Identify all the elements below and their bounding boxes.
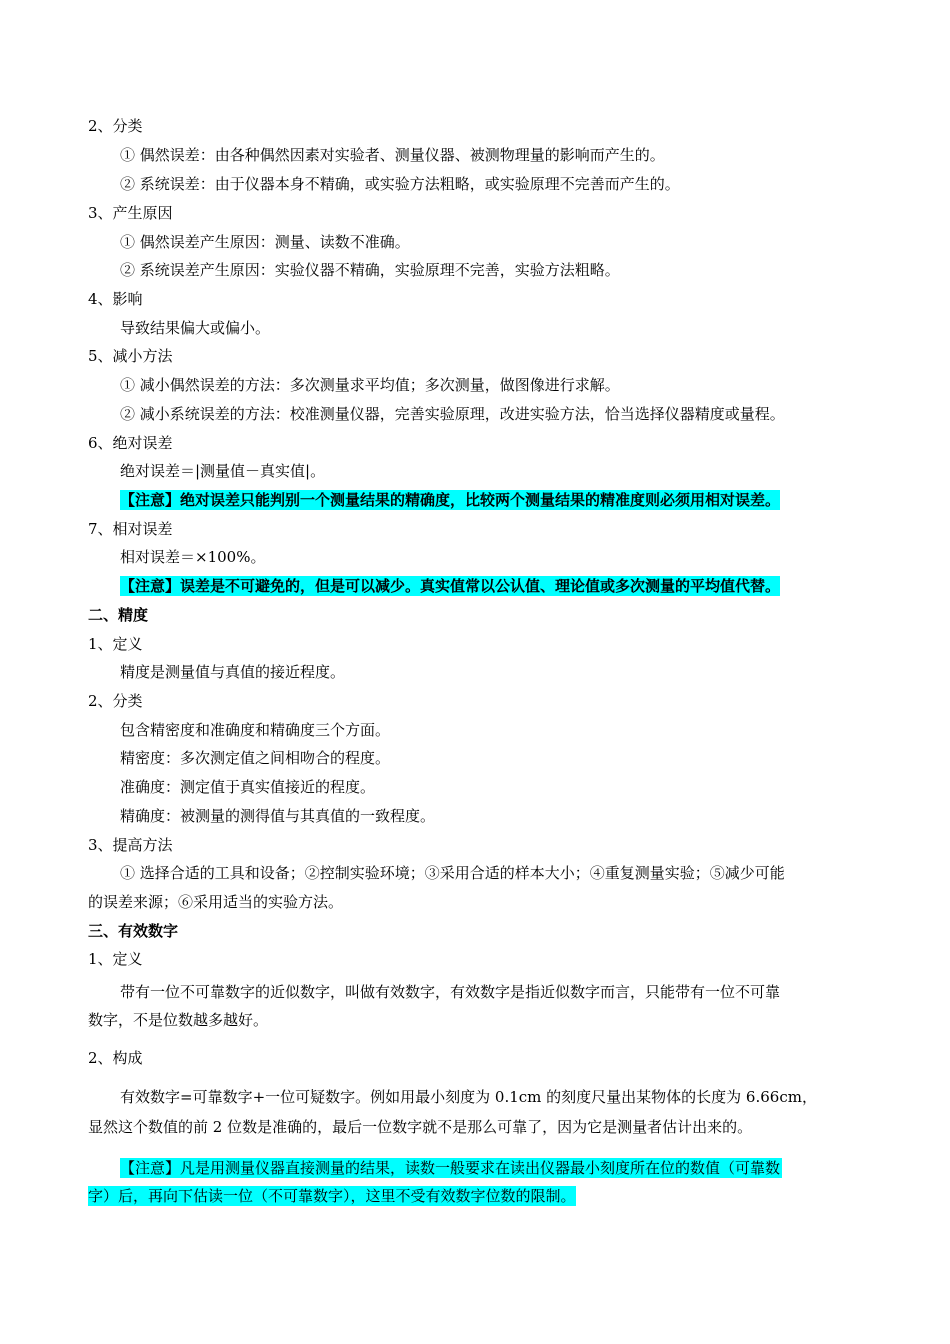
formula-absolute-error: 绝对误差＝|测量值－真实值|。 xyxy=(120,462,326,480)
paragraph: 精确度：被测量的测得值与其真值的一致程度。 xyxy=(120,807,436,825)
paragraph: 带有一位不可靠数字的近似数字，叫做有效数字，有效数字是指近似数字而言，只能带有一位不可靠 xyxy=(120,983,781,1001)
paragraph: 显然这个数值的前 2 位数是准确的，最后一位数字就不是那么可靠了，因为它是测量者估计出来的。 xyxy=(88,1118,753,1136)
heading-influence: 4、影响 xyxy=(88,290,143,308)
note-highlight: 【注意】绝对误差只能判别一个测量结果的精确度，比较两个测量结果的精准度则必须用相对误差。 xyxy=(120,491,781,509)
paragraph: 数字，不是位数越多越好。 xyxy=(88,1011,269,1029)
paragraph: 包含精密度和准确度和精确度三个方面。 xyxy=(120,721,391,739)
formula-relative-error: 相对误差＝×100%。 xyxy=(120,548,266,566)
note-highlight: 【注意】凡是用测量仪器直接测量的结果，读数一般要求在读出仪器最小刻度所在位的数值（可靠数 xyxy=(120,1159,781,1177)
paragraph: ② 减小系统误差的方法：校准测量仪器，完善实验原理，改进实验方法，恰当选择仪器精度或量程。 xyxy=(120,405,785,423)
paragraph: 导致结果偏大或偏小。 xyxy=(120,319,271,337)
paragraph: 有效数字=可靠数字+一位可疑数字。例如用最小刻度为 0.1cm 的刻度尺量出某物体的长度为 6.66cm， xyxy=(120,1088,817,1106)
heading-relative-error: 7、相对误差 xyxy=(88,520,173,538)
heading-classification: 2、分类 xyxy=(88,117,143,135)
paragraph: 的误差来源；⑥采用适当的实验方法。 xyxy=(88,893,344,911)
heading-improvement: 3、提高方法 xyxy=(88,836,173,854)
paragraph: 准确度：测定值于真实值接近的程度。 xyxy=(120,778,376,796)
heading-causes: 3、产生原因 xyxy=(88,204,173,222)
note-highlight: 【注意】误差是不可避免的，但是可以减少。真实值常以公认值、理论值或多次测量的平均值代替。 xyxy=(120,577,781,595)
section-title-significant-figures: 三、有效数字 xyxy=(88,922,179,940)
paragraph: ① 偶然误差产生原因：测量、读数不准确。 xyxy=(120,233,410,251)
heading-absolute-error: 6、绝对误差 xyxy=(88,434,173,452)
heading-definition: 1、定义 xyxy=(88,950,143,968)
heading-reduction-methods: 5、减小方法 xyxy=(88,347,173,365)
paragraph: ② 系统误差产生原因：实验仪器不精确，实验原理不完善，实验方法粗略。 xyxy=(120,261,620,279)
paragraph: ① 偶然误差：由各种偶然因素对实验者、测量仪器、被测物理量的影响而产生的。 xyxy=(120,146,665,164)
paragraph: 精密度：多次测定值之间相吻合的程度。 xyxy=(120,749,391,767)
heading-classification: 2、分类 xyxy=(88,692,143,710)
note-highlight: 字）后，再向下估读一位（不可靠数字），这里不受有效数字位数的限制。 xyxy=(88,1187,576,1205)
paragraph: 精度是测量值与真值的接近程度。 xyxy=(120,663,346,681)
section-title-precision: 二、精度 xyxy=(88,606,149,624)
heading-definition: 1、定义 xyxy=(88,635,143,653)
heading-composition: 2、构成 xyxy=(88,1049,143,1067)
paragraph: ① 减小偶然误差的方法：多次测量求平均值；多次测量，做图像进行求解。 xyxy=(120,376,620,394)
paragraph: ② 系统误差：由于仪器本身不精确，或实验方法粗略，或实验原理不完善而产生的。 xyxy=(120,175,680,193)
paragraph: ① 选择合适的工具和设备；②控制实验环境；③采用合适的样本大小；④重复测量实验；⑤减少可能 xyxy=(120,864,785,882)
